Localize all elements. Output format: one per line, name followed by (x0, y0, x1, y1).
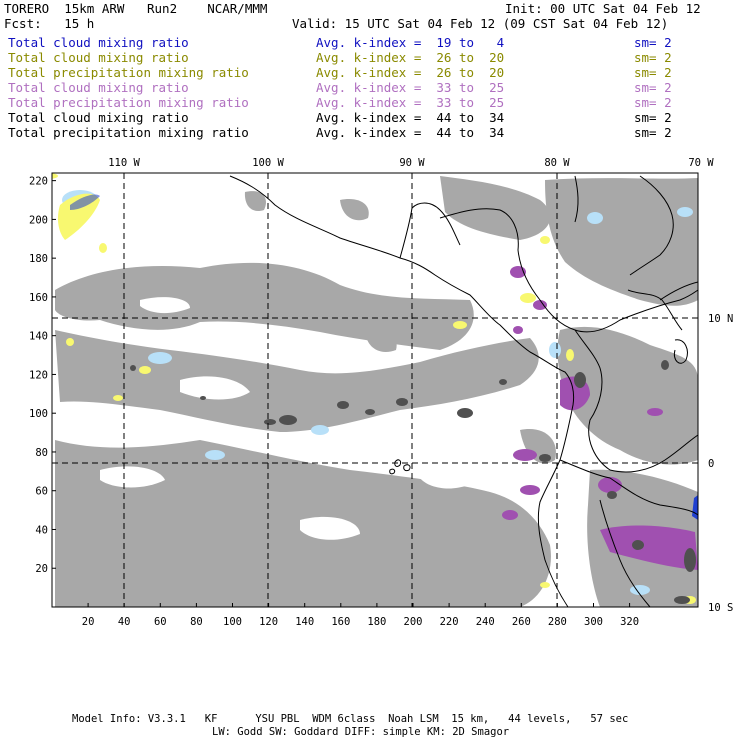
legend-kindex: Avg. k-index = 26 to 20 (316, 65, 505, 80)
y-index-label: 200 (29, 214, 48, 227)
model-title: TORERO 15km ARW Run2 NCAR/MMM (4, 1, 268, 16)
x-index-label: 40 (117, 616, 131, 628)
x-index-labels (82, 616, 639, 628)
lon-label: 70 W (688, 157, 714, 169)
x-index-label: 100 (223, 616, 242, 628)
light-blue-patch (587, 212, 603, 224)
dark-core (130, 365, 136, 371)
dark-core (396, 398, 408, 406)
y-index-labels (29, 176, 48, 576)
y-index-label: 80 (35, 446, 48, 459)
light-blue-patch (549, 342, 561, 358)
yellow-patch (139, 366, 151, 374)
dark-core (674, 596, 690, 604)
map-fields (38, 173, 698, 607)
dark-core (684, 548, 696, 572)
y-index-label: 60 (35, 485, 48, 498)
x-index-label: 180 (367, 616, 387, 628)
yellow-patch (520, 293, 536, 303)
light-blue-patch (677, 207, 693, 217)
yellow-patch (66, 338, 74, 346)
dark-core (365, 409, 375, 415)
x-index-label: 120 (259, 616, 279, 628)
dark-core (279, 415, 297, 425)
yellow-patch (99, 243, 107, 253)
legend-field: Total precipitation mixing ratio (8, 125, 249, 140)
dark-core (457, 408, 473, 418)
dark-core (200, 396, 206, 400)
lat-label: 10 N (708, 313, 734, 325)
magenta-patch (513, 326, 523, 334)
x-index-label: 320 (620, 616, 640, 628)
y-index-label: 20 (35, 563, 48, 576)
legend-sm: sm= 2 (634, 80, 672, 95)
legend-kindex: Avg. k-index = 26 to 20 (316, 50, 505, 65)
lon-label: 80 W (544, 157, 570, 169)
y-index-label: 220 (29, 175, 48, 188)
init-time: Init: 00 UTC Sat 04 Feb 12 (505, 1, 701, 16)
forecast-hour: Fcst: 15 h (4, 16, 95, 31)
dark-core (499, 379, 507, 385)
latitude-labels (708, 313, 733, 614)
lon-label: 100 W (252, 157, 284, 169)
x-index-label: 20 (81, 616, 95, 628)
y-index-label: 120 (29, 369, 48, 382)
legend-kindex: Avg. k-index = 19 to 4 (316, 35, 505, 50)
y-index-label: 40 (35, 524, 48, 537)
legend-sm: sm= 2 (634, 95, 672, 110)
magenta-patch (598, 477, 622, 493)
magenta-patch (513, 449, 537, 461)
yellow-patch (540, 236, 550, 244)
y-index-label: 160 (29, 291, 48, 304)
model-info-line2: LW: Godd SW: Goddard DIFF: simple KM: 2D Smagor (212, 726, 510, 738)
legend-kindex: Avg. k-index = 33 to 25 (316, 80, 505, 95)
light-blue-patch (205, 450, 225, 460)
y-index-label: 100 (29, 408, 48, 421)
x-index-label: 160 (331, 616, 351, 628)
y-index-label: 180 (29, 253, 48, 266)
legend-kindex: Avg. k-index = 44 to 34 (316, 125, 505, 140)
x-index-label: 140 (295, 616, 315, 628)
legend-kindex: Avg. k-index = 33 to 25 (316, 95, 505, 110)
lon-label: 90 W (399, 157, 425, 169)
legend-field: Total precipitation mixing ratio (8, 65, 249, 80)
legend-sm: sm= 2 (634, 35, 672, 50)
magenta-patch (533, 300, 547, 310)
lat-label: 10 S (708, 602, 734, 614)
legend-field: Total cloud mixing ratio (8, 80, 189, 95)
legend-sm: sm= 2 (634, 50, 672, 65)
legend-sm: sm= 2 (634, 65, 672, 80)
x-index-label: 300 (584, 616, 603, 628)
x-index-label: 260 (511, 616, 531, 628)
legend-kindex: Avg. k-index = 44 to 34 (316, 110, 505, 125)
light-blue-patch (311, 425, 329, 435)
dark-core (539, 454, 551, 462)
x-index-label: 80 (190, 616, 203, 628)
legend-sm: sm= 2 (634, 125, 672, 140)
dark-core (337, 401, 349, 409)
dark-core (574, 372, 586, 388)
lon-label: 110 W (108, 157, 140, 169)
x-index-label: 280 (547, 616, 567, 628)
dark-core (264, 419, 276, 425)
dark-core (661, 360, 669, 370)
yellow-patch (453, 321, 467, 329)
legend-field: Total cloud mixing ratio (8, 110, 189, 125)
model-info-line1: Model Info: V3.3.1 KF YSU PBL WDM 6class Noah LSM 15 km, 44 levels, 57 sec (72, 713, 629, 725)
legend-field: Total cloud mixing ratio (8, 50, 189, 65)
light-blue-patch (148, 352, 172, 364)
yellow-patch (113, 395, 123, 401)
x-index-label: 60 (153, 616, 167, 628)
y-index-label: 140 (29, 330, 48, 343)
yellow-patch (540, 582, 550, 588)
legend-field: Total precipitation mixing ratio (8, 95, 249, 110)
magenta-patch (502, 510, 518, 520)
lat-label: 0 (708, 458, 715, 470)
x-index-label: 220 (439, 616, 459, 628)
dark-core (607, 491, 617, 499)
magenta-patch (520, 485, 540, 495)
valid-time: Valid: 15 UTC Sat 04 Feb 12 (09 CST Sat 04 Feb 12) (292, 16, 669, 31)
longitude-labels (108, 157, 714, 169)
yellow-patch (566, 349, 574, 361)
legend-field: Total cloud mixing ratio (8, 35, 189, 50)
legend-sm: sm= 2 (634, 110, 672, 125)
x-index-label: 240 (475, 616, 495, 628)
dark-core (632, 540, 644, 550)
magenta-patch (647, 408, 663, 416)
x-index-label: 200 (403, 616, 423, 628)
